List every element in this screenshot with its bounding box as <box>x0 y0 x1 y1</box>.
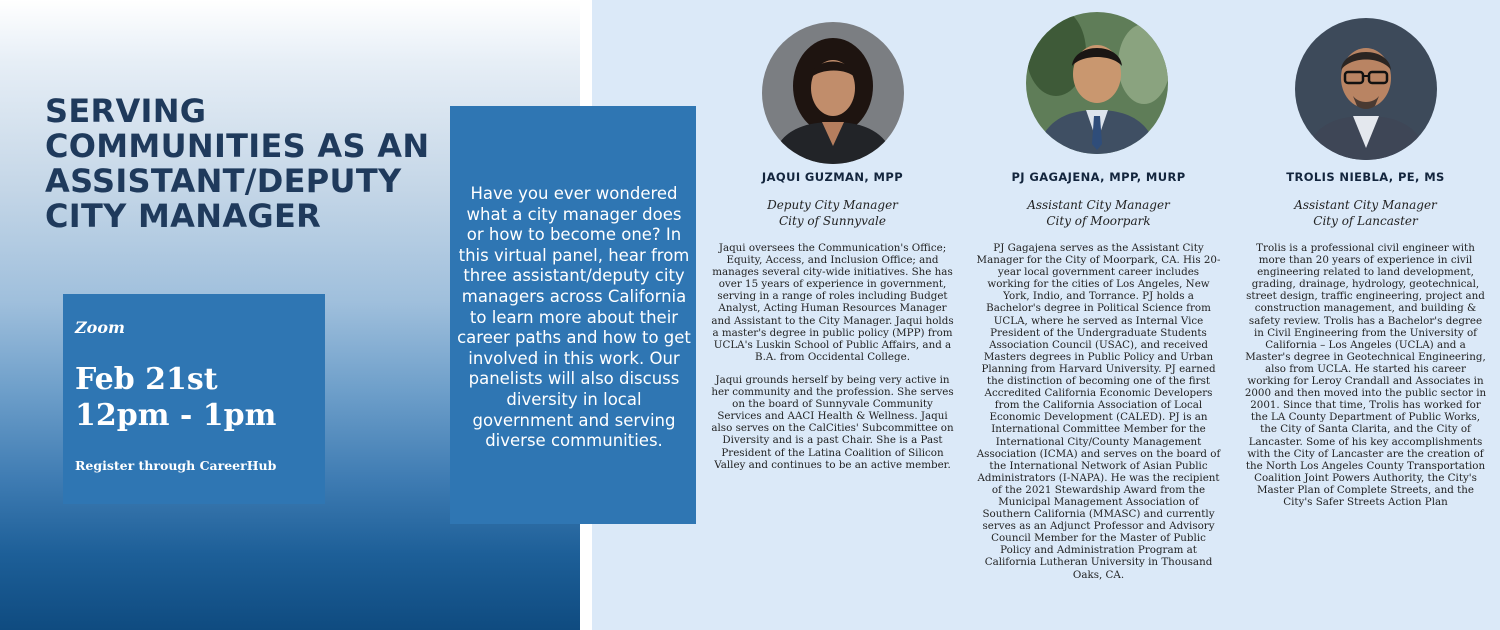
panelist-bio <box>976 242 1221 592</box>
panelist-role-block <box>1243 198 1488 229</box>
bio-paragraph: Trolis is a professional civil engineer with more than 20 years of experience in civil engineering related to land development, grading, drainage, hydrology, geotechnical, street design, traffic engineering, project and construction management, and building & safety review. Trolis has a Bachelor's degree in Civil Engineering from the University of California – Los Angeles (UCLA) and a Master's degree in Geotechnical Engineering, also from UCLA. He started his career working for Leroy Crandall and Associates in 2000 and then moved into the public sector in 2001. Since that time, Trolis has worked for the LA County Department of Public Works, the City of Santa Clarita, and the City of Lancaster. Some of his key accomplishments with the City of Lancaster are the creation of the North Los Angeles County Transportation Coalition Joint Powers Authority, the City's Master Plan of Complete Streets, and the City's Safer Streets Action Plan <box>1244 242 1487 508</box>
event-date: Feb 21st <box>75 362 218 397</box>
panelist-name: TROLIS NIEBLA, PE, MS <box>1286 170 1445 184</box>
panelist-photo-guzman <box>762 22 904 164</box>
event-time: 12pm - 1pm <box>75 398 277 433</box>
panelist-photo-niebla <box>1295 18 1437 160</box>
panelist-photo-gagajena <box>1026 12 1168 154</box>
register-link[interactable]: Register through CareerHub <box>75 458 277 473</box>
panelist-organization: City of Lancaster <box>1313 213 1418 228</box>
bio-paragraph: Jaqui grounds herself by being very active in her community and the profession. She serves on the board of Sunnyvale Community Services and AACI Health & Wellness. Jaqui also serves on the CalCities' Subcommittee on Diversity and is a past Chair. She is a Past President of the Latina Coalition of Silicon Valley and continues to be an active member. <box>711 373 954 471</box>
panelist-bio <box>1243 242 1488 519</box>
panelist-role-block <box>710 198 955 229</box>
bio-paragraph: PJ Gagajena serves as the Assistant City Manager for the City of Moorpark, CA. His 20-year local government career includes working for the cities of Los Angeles, New York, Indio, and Torrance. PJ holds a Bachelor's degree in Political Science from UCLA, where he served as Internal Vice President of the Undergraduate Students Association Council (USAC), and received Masters degrees in Public Policy and Urban Planning from Harvard University. PJ earned the distinction of becoming one of the first Accredited California Economic Developers from the California Association of Local Economic Development (CALED). PJ is an International Committee Member for the International City/County Management Association (ICMA) and serves on the board of the International Network of Asian Public Administrators (I-NAPA). He was the recipient of the 2021 Stewardship Award from the Municipal Management Association of Southern California (MMASC) and currently serves as an Adjunct Professor and Advisory Council Member for the Master of Public Policy and Administration Program at California Lutheran University in Thousand Oaks, CA. <box>976 242 1221 581</box>
panelist-name: JAQUI GUZMAN, MPP <box>761 170 904 184</box>
event-details-card <box>63 294 325 504</box>
page-title: SERVING COMMUNITIES AS AN ASSISTANT/DEPUTY CITY MANAGER <box>45 92 430 235</box>
panelist-bio <box>710 242 955 482</box>
event-description: Have you ever wondered what a city manager does or how to become one? In this virtual panel, hear from three assistant/deputy city managers across California to learn more about their career paths and how to get involved in this work. Our panelists will also discuss diversity in local government and serving diverse communities. <box>457 184 691 451</box>
panelist-title: Deputy City Manager <box>767 198 898 212</box>
panelist-card-gagajena <box>976 0 1221 630</box>
panelist-organization: City of Sunnyvale <box>779 213 886 228</box>
panelist-title: Assistant City Manager <box>1294 198 1437 212</box>
panelist-role-block <box>976 198 1221 229</box>
panelist-organization: City of Moorpark <box>1046 213 1151 228</box>
panelist-title: Assistant City Manager <box>1027 198 1170 212</box>
panelist-card-niebla <box>1243 0 1488 630</box>
bio-paragraph: Jaqui oversees the Communication's Office; Equity, Access, and Inclusion Office; and manages several city-wide initiatives. She has over 15 years of experience in government, serving in a range of roles including Budget Analyst, Acting Human Resources Manager and Assistant to the City Manager. Jaqui holds a master's degree in public policy (MPP) from UCLA's Luskin School of Public Affairs, and a B.A. from Occidental College. <box>711 242 954 363</box>
panelist-card-guzman <box>710 0 955 630</box>
panelist-name: PJ GAGAJENA, MPP, MURP <box>1011 170 1186 184</box>
event-platform: Zoom <box>75 318 125 337</box>
